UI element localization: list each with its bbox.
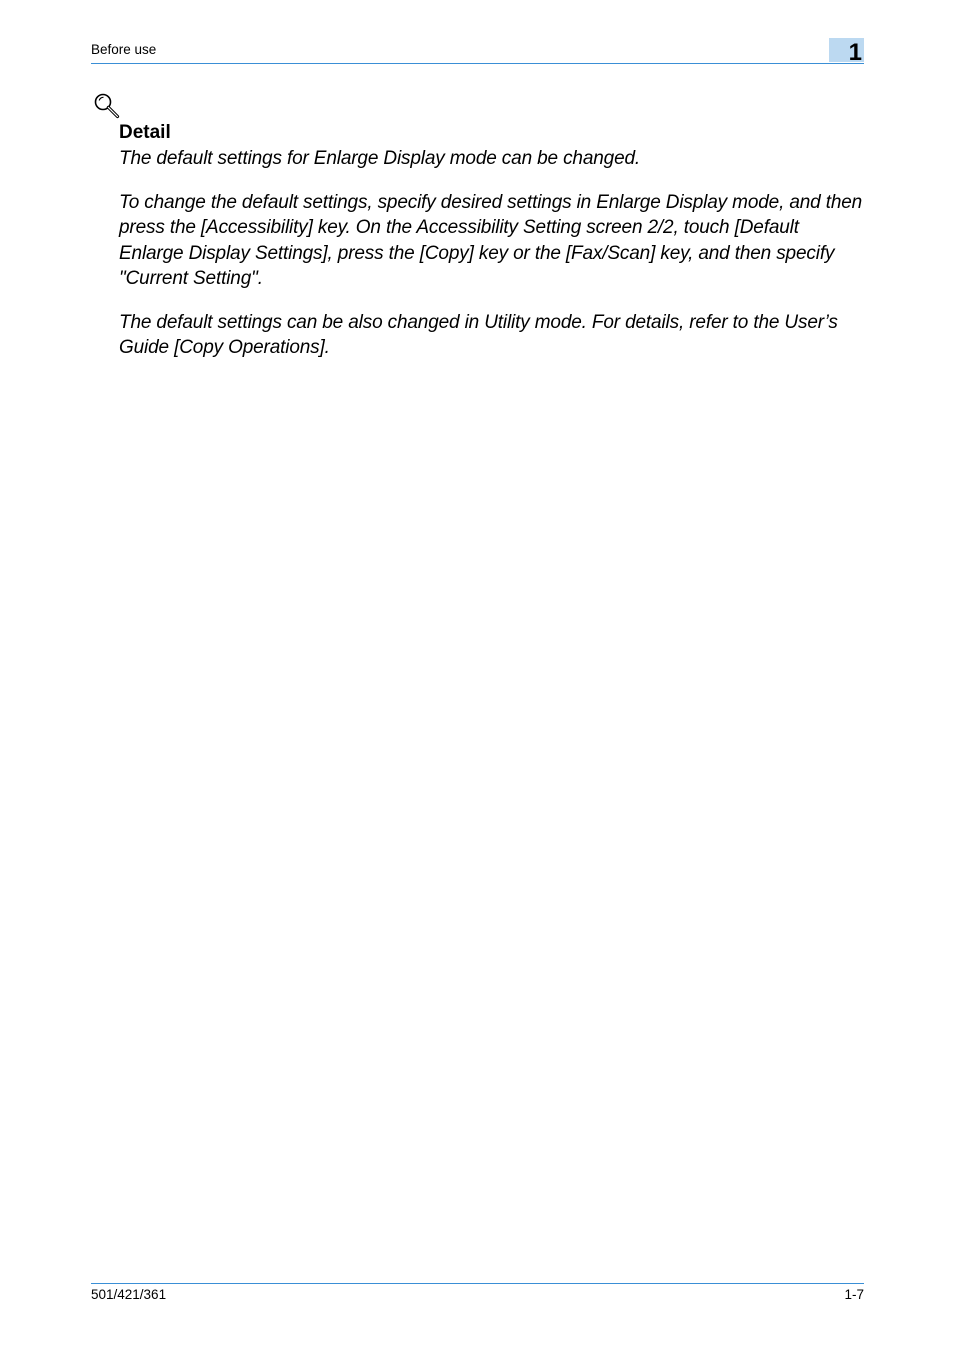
page-footer [91, 1283, 864, 1306]
page-number: 1-7 [844, 1287, 864, 1302]
section-title: Before use [91, 42, 157, 57]
chapter-tab [829, 38, 864, 66]
page-header [91, 38, 864, 64]
detail-paragraph-2: To change the default settings, specify desired settings in Enlarge Display mode, and then press the [Accessibility] key. On the Accessibility Setting screen 2/2, touch [Default Enlarge Display Settings], press the [Copy] key or the [Fax/Scan] key, and then specify "Current Setting". [119, 191, 863, 289]
chapter-number: 1 [848, 39, 862, 66]
model-number: 501/421/361 [91, 1287, 167, 1302]
detail-paragraph-1: The default settings for Enlarge Display mode can be changed. [119, 148, 641, 169]
magnifier-icon [93, 92, 121, 120]
detail-heading: Detail [119, 122, 171, 143]
detail-paragraph-3: The default settings can be also changed in Utility mode. For details, refer to the User’s Guide [Copy Operations]. [119, 311, 838, 358]
detail-note [119, 120, 864, 379]
